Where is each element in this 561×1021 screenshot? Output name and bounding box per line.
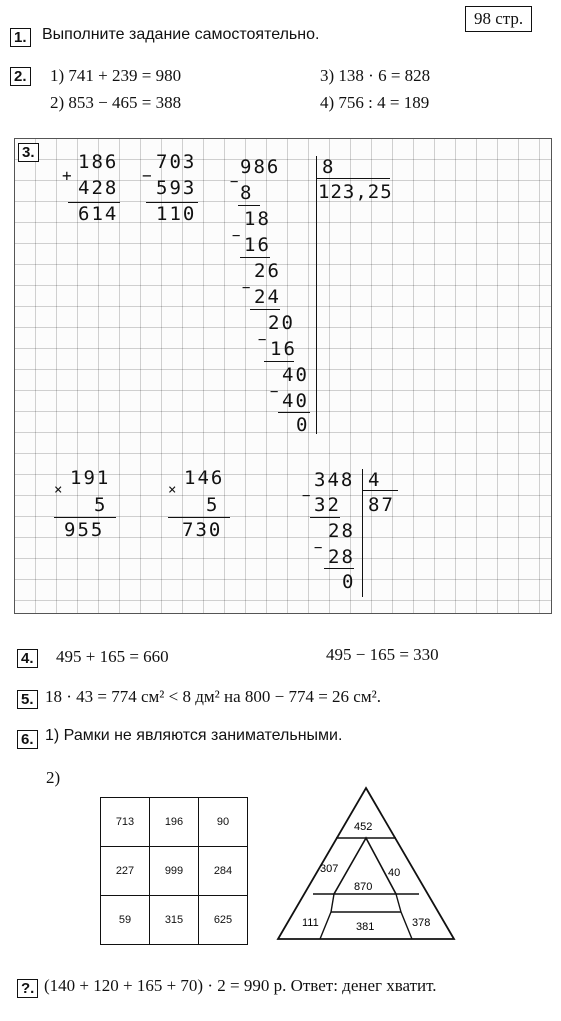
div1-step-8: 40 xyxy=(282,364,309,386)
div1-vertical-bar xyxy=(316,156,317,434)
div1-minus: − xyxy=(270,384,281,400)
mul1-line xyxy=(54,517,116,518)
div2-line-2 xyxy=(324,568,354,569)
triangle-left: 307 xyxy=(320,863,339,875)
sub-result: 110 xyxy=(156,203,197,225)
div1-divisor-line xyxy=(316,178,390,179)
square-cell: 315 xyxy=(149,895,199,945)
task-5-text: 18 · 43 = 774 см² < 8 дм² на 800 − 774 = 26 см². xyxy=(45,687,381,706)
square-cell: 625 xyxy=(198,895,248,945)
div2-step-3: 28 xyxy=(328,546,355,568)
triangle-center: 870 xyxy=(354,881,373,893)
div1-minus: − xyxy=(242,280,253,296)
task-7-number: ?. xyxy=(17,979,38,998)
div1-step-2: 18 xyxy=(244,208,271,230)
triangle-right: 40 xyxy=(388,867,401,879)
div1-step-4: 26 xyxy=(254,260,281,282)
task-2-item-1: 1) 741 + 239 = 980 xyxy=(50,66,182,85)
task-3-number: 3. xyxy=(18,143,39,162)
div1-divisor: 8 xyxy=(322,156,336,178)
sub-operand-a: 703 xyxy=(156,151,197,173)
div1-minus: − xyxy=(232,228,243,244)
task-6-number: 6. xyxy=(17,730,38,749)
div2-step-2: 28 xyxy=(328,520,355,542)
square-cell: 196 xyxy=(149,797,199,847)
triangle-bottom-left: 111 xyxy=(302,917,319,929)
mul2-operand-a: 146 xyxy=(184,467,225,489)
div2-step-1: 32 xyxy=(314,494,341,516)
div2-divisor: 4 xyxy=(368,469,382,491)
task-4-equation-2: 495 − 165 = 330 xyxy=(326,645,439,664)
task-6-text: 1) Рамки не являются занимательными. xyxy=(45,727,343,744)
div2-divisor-line xyxy=(362,490,398,491)
div1-minus: − xyxy=(230,174,241,190)
div1-step-10: 0 xyxy=(296,414,310,436)
task-6-sub-2: 2) xyxy=(46,768,61,787)
task-2-item-4: 4) 756 : 4 = 189 xyxy=(320,93,430,112)
add-operand-b: 428 xyxy=(78,177,119,199)
triangle-bottom-center: 381 xyxy=(356,921,375,933)
task-2-number: 2. xyxy=(10,67,31,86)
sub-sign: − xyxy=(142,166,154,185)
div2-minus: − xyxy=(314,540,325,556)
mul2-line xyxy=(168,517,230,518)
div1-step-9: 40 xyxy=(282,390,309,412)
div1-minus: − xyxy=(258,332,269,348)
div1-line-2 xyxy=(240,257,270,258)
square-cell: 90 xyxy=(198,797,248,847)
page-number: 98 стр. xyxy=(465,6,532,32)
div1-step-7: 16 xyxy=(270,338,297,360)
div1-step-5: 24 xyxy=(254,286,281,308)
div2-minus: − xyxy=(302,488,313,504)
div1-step-6: 20 xyxy=(268,312,295,334)
mul2-result: 730 xyxy=(182,519,223,541)
mul2-sign: × xyxy=(168,482,179,498)
add-operand-a: 186 xyxy=(78,151,119,173)
mul1-result: 955 xyxy=(64,519,105,541)
task-4-equation-1: 495 + 165 = 660 xyxy=(56,647,169,666)
div2-quotient: 87 xyxy=(368,494,395,516)
triangle-top: 452 xyxy=(354,821,373,833)
magic-square xyxy=(100,797,250,947)
add-sign: + xyxy=(62,166,74,185)
div1-dividend: 986 xyxy=(240,156,281,178)
div1-line-5 xyxy=(278,412,310,413)
task-1-number: 1. xyxy=(10,28,31,47)
task-7-text: (140 + 120 + 165 + 70) · 2 = 990 р. Ответ: денег хватит. xyxy=(44,976,437,995)
mul1-operand-b: 5 xyxy=(94,494,108,516)
task-2-item-3: 3) 138 · 6 = 828 xyxy=(320,66,431,85)
add-result: 614 xyxy=(78,203,119,225)
square-cell: 999 xyxy=(149,846,199,896)
task-4-number: 4. xyxy=(17,649,38,668)
div2-dividend: 348 xyxy=(314,469,355,491)
sub-operand-b: 593 xyxy=(156,177,197,199)
square-cell: 284 xyxy=(198,846,248,896)
square-cell: 59 xyxy=(100,895,150,945)
div1-step-1: 8 xyxy=(240,182,254,204)
div1-quotient: 123,25 xyxy=(318,181,393,203)
task-5-number: 5. xyxy=(17,690,38,709)
mul1-sign: × xyxy=(54,482,65,498)
div2-line-1 xyxy=(310,517,340,518)
square-cell: 227 xyxy=(100,846,150,896)
div2-step-4: 0 xyxy=(342,571,356,593)
div1-line-1 xyxy=(238,205,260,206)
task-2-item-2: 2) 853 − 465 = 388 xyxy=(50,93,182,112)
mul1-operand-a: 191 xyxy=(70,467,111,489)
triangle-frame xyxy=(276,786,456,942)
div2-vertical-bar xyxy=(362,469,363,597)
mul2-operand-b: 5 xyxy=(206,494,220,516)
div1-step-3: 16 xyxy=(244,234,271,256)
div1-line-3 xyxy=(250,309,280,310)
square-cell: 713 xyxy=(100,797,150,847)
div1-line-4 xyxy=(264,361,294,362)
triangle-bottom-right: 378 xyxy=(412,917,431,929)
task-1-text: Выполните задание самостоятельно. xyxy=(42,26,320,43)
